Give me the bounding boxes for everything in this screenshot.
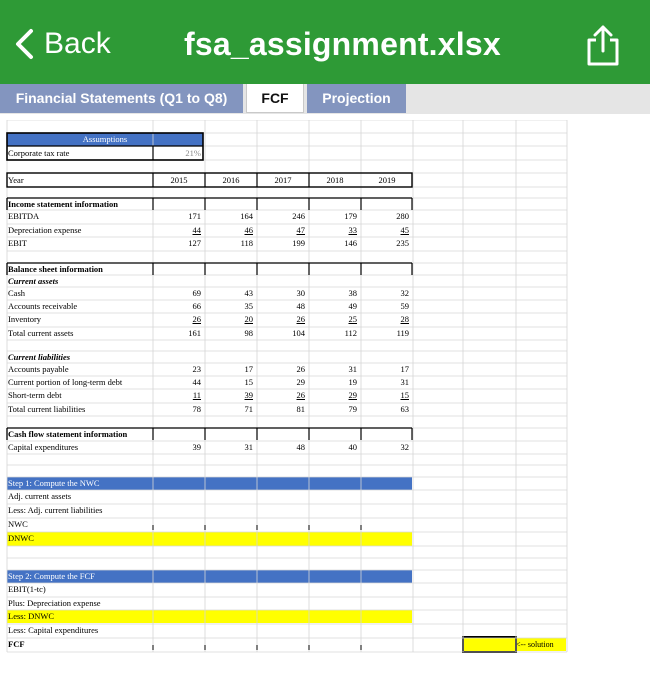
total-current-liabilities-label: Total current liabilities xyxy=(8,404,86,414)
file-title: fsa_assignment.xlsx xyxy=(184,26,501,62)
balance-heading: Balance sheet information xyxy=(8,264,103,274)
inventory-value-2017[interactable]: 26 xyxy=(296,314,305,324)
receivables-value-2017[interactable]: 48 xyxy=(296,301,305,311)
total-current-liabilities-value-2019[interactable]: 63 xyxy=(400,404,409,414)
total-current-assets-value-2015[interactable]: 161 xyxy=(188,328,201,338)
ebit-value-2019[interactable]: 235 xyxy=(396,238,409,248)
short-term-debt-value-2015[interactable]: 11 xyxy=(192,390,201,400)
step2-heading: Step 2: Compute the FCF xyxy=(8,571,95,581)
receivables-value-2015[interactable]: 66 xyxy=(192,301,201,311)
depreciation-value-2018[interactable]: 33 xyxy=(348,225,357,235)
share-icon xyxy=(583,24,623,68)
ebitda-value-2017[interactable]: 246 xyxy=(292,211,305,221)
ebitda-value-2016[interactable]: 164 xyxy=(240,211,253,221)
ebitda-label: EBITDA xyxy=(8,211,40,221)
chevron-left-icon xyxy=(14,28,34,60)
cash-value-2018[interactable]: 38 xyxy=(348,288,357,298)
cash-value-2016[interactable]: 43 xyxy=(244,288,253,298)
tax-rate-label: Corporate tax rate xyxy=(8,148,70,158)
year-2018: 2018 xyxy=(326,175,344,185)
step1-heading: Step 1: Compute the NWC xyxy=(8,478,100,488)
total-current-assets-value-2016[interactable]: 98 xyxy=(244,328,253,338)
receivables-label: Accounts receivable xyxy=(8,301,78,311)
current-ltd-value-2015[interactable]: 44 xyxy=(192,377,201,387)
total-current-assets-label: Total current assets xyxy=(8,328,74,338)
total-current-liabilities-value-2017[interactable]: 81 xyxy=(296,404,305,414)
depreciation-value-2016[interactable]: 46 xyxy=(244,225,253,235)
tab-fcf[interactable]: FCF xyxy=(246,84,304,113)
depreciation-label: Depreciation expense xyxy=(8,225,82,235)
cash-value-2019[interactable]: 32 xyxy=(400,288,409,298)
share-button[interactable] xyxy=(583,24,623,68)
short-term-debt-value-2017[interactable]: 26 xyxy=(296,390,305,400)
fcf-answer-cell xyxy=(463,637,516,652)
current-ltd-value-2016[interactable]: 15 xyxy=(244,377,253,387)
ebit-value-2017[interactable]: 199 xyxy=(292,238,305,248)
receivables-value-2018[interactable]: 49 xyxy=(348,301,357,311)
ebit-label: EBIT xyxy=(8,238,27,248)
current-ltd-value-2017[interactable]: 29 xyxy=(296,377,305,387)
cash-value-2017[interactable]: 30 xyxy=(296,288,305,298)
inventory-value-2019[interactable]: 28 xyxy=(400,314,409,324)
year-2015: 2015 xyxy=(170,175,188,185)
payables-value-2017[interactable]: 26 xyxy=(296,364,305,374)
total-current-assets-value-2017[interactable]: 104 xyxy=(292,328,305,338)
payables-value-2018[interactable]: 31 xyxy=(348,364,357,374)
inventory-value-2015[interactable]: 26 xyxy=(192,314,201,324)
inventory-label: Inventory xyxy=(8,314,42,324)
total-current-assets-value-2019[interactable]: 119 xyxy=(396,328,409,338)
solution-note: <-- solution xyxy=(516,640,554,649)
back-button[interactable] xyxy=(14,22,111,66)
capex-value-2016[interactable]: 31 xyxy=(244,442,253,452)
back-label: Back xyxy=(44,27,111,60)
ebit-value-2018[interactable]: 146 xyxy=(344,238,357,248)
capex-label: Capital expenditures xyxy=(8,442,79,452)
capex-value-2019[interactable]: 32 xyxy=(400,442,409,452)
payables-value-2019[interactable]: 17 xyxy=(400,364,409,374)
ebitda-value-2018[interactable]: 179 xyxy=(344,211,357,221)
capex-value-2015[interactable]: 39 xyxy=(192,442,201,452)
payables-value-2015[interactable]: 23 xyxy=(192,364,201,374)
inventory-value-2016[interactable]: 20 xyxy=(244,314,253,324)
less-dnwc-label: Less: DNWC xyxy=(8,611,55,621)
adj-current-liabilities-label: Less: Adj. current liabilities xyxy=(8,505,103,515)
total-current-liabilities-value-2015[interactable]: 78 xyxy=(192,404,201,414)
nwc-label: NWC xyxy=(8,519,28,529)
ebitda-value-2019[interactable]: 280 xyxy=(396,211,409,221)
ebitda-value-2015[interactable]: 171 xyxy=(188,211,201,221)
total-current-liabilities-value-2016[interactable]: 71 xyxy=(244,404,253,414)
current-ltd-label: Current portion of long-term debt xyxy=(8,377,123,387)
year-label: Year xyxy=(8,175,24,185)
short-term-debt-value-2016[interactable]: 39 xyxy=(244,390,253,400)
inventory-value-2018[interactable]: 25 xyxy=(348,314,357,324)
fcf-label: FCF xyxy=(8,639,25,649)
plus-depreciation-label: Plus: Depreciation expense xyxy=(8,598,101,608)
dnwc-label: DNWC xyxy=(8,533,34,543)
cash-label: Cash xyxy=(8,288,25,298)
ebit-1-tc-label: EBIT(1-tc) xyxy=(8,584,46,594)
total-current-liabilities-value-2018[interactable]: 79 xyxy=(348,404,357,414)
ebit-value-2015[interactable]: 127 xyxy=(188,238,201,248)
receivables-value-2016[interactable]: 35 xyxy=(244,301,253,311)
year-2017: 2017 xyxy=(274,175,292,185)
short-term-debt-value-2018[interactable]: 29 xyxy=(348,390,357,400)
capex-value-2017[interactable]: 48 xyxy=(296,442,305,452)
current-assets-heading: Current assets xyxy=(8,276,59,286)
less-capex-label: Less: Capital expenditures xyxy=(8,625,99,635)
short-term-debt-label: Short-term debt xyxy=(8,390,62,400)
adj-current-assets-label: Adj. current assets xyxy=(8,491,72,501)
year-2016: 2016 xyxy=(222,175,240,185)
tax-rate-value[interactable]: 21% xyxy=(185,148,201,158)
payables-value-2016[interactable]: 17 xyxy=(244,364,253,374)
receivables-value-2019[interactable]: 59 xyxy=(400,301,409,311)
current-ltd-value-2018[interactable]: 19 xyxy=(348,377,357,387)
ebit-value-2016[interactable]: 118 xyxy=(240,238,253,248)
short-term-debt-value-2019[interactable]: 15 xyxy=(400,390,409,400)
depreciation-value-2019[interactable]: 45 xyxy=(400,225,409,235)
payables-label: Accounts payable xyxy=(8,364,69,374)
depreciation-value-2015[interactable]: 44 xyxy=(192,225,201,235)
year-2019: 2019 xyxy=(378,175,396,185)
depreciation-value-2017[interactable]: 47 xyxy=(296,225,305,235)
less-dnwc-row-fill xyxy=(7,610,412,623)
assumptions-title: Assumptions xyxy=(82,134,128,144)
dnwc-row-fill xyxy=(7,532,412,546)
capex-value-2018[interactable]: 40 xyxy=(348,442,357,452)
income-heading: Income statement information xyxy=(8,199,119,209)
tab-projection[interactable]: Projection xyxy=(307,84,406,113)
cashflow-heading: Cash flow statement information xyxy=(8,429,128,439)
total-current-assets-value-2018[interactable]: 112 xyxy=(344,328,357,338)
cash-value-2015[interactable]: 69 xyxy=(192,288,201,298)
current-liabilities-heading: Current liabilities xyxy=(8,352,71,362)
tab-financial-statements[interactable]: Financial Statements (Q1 to Q8) xyxy=(0,84,243,113)
current-ltd-value-2019[interactable]: 31 xyxy=(400,377,409,387)
